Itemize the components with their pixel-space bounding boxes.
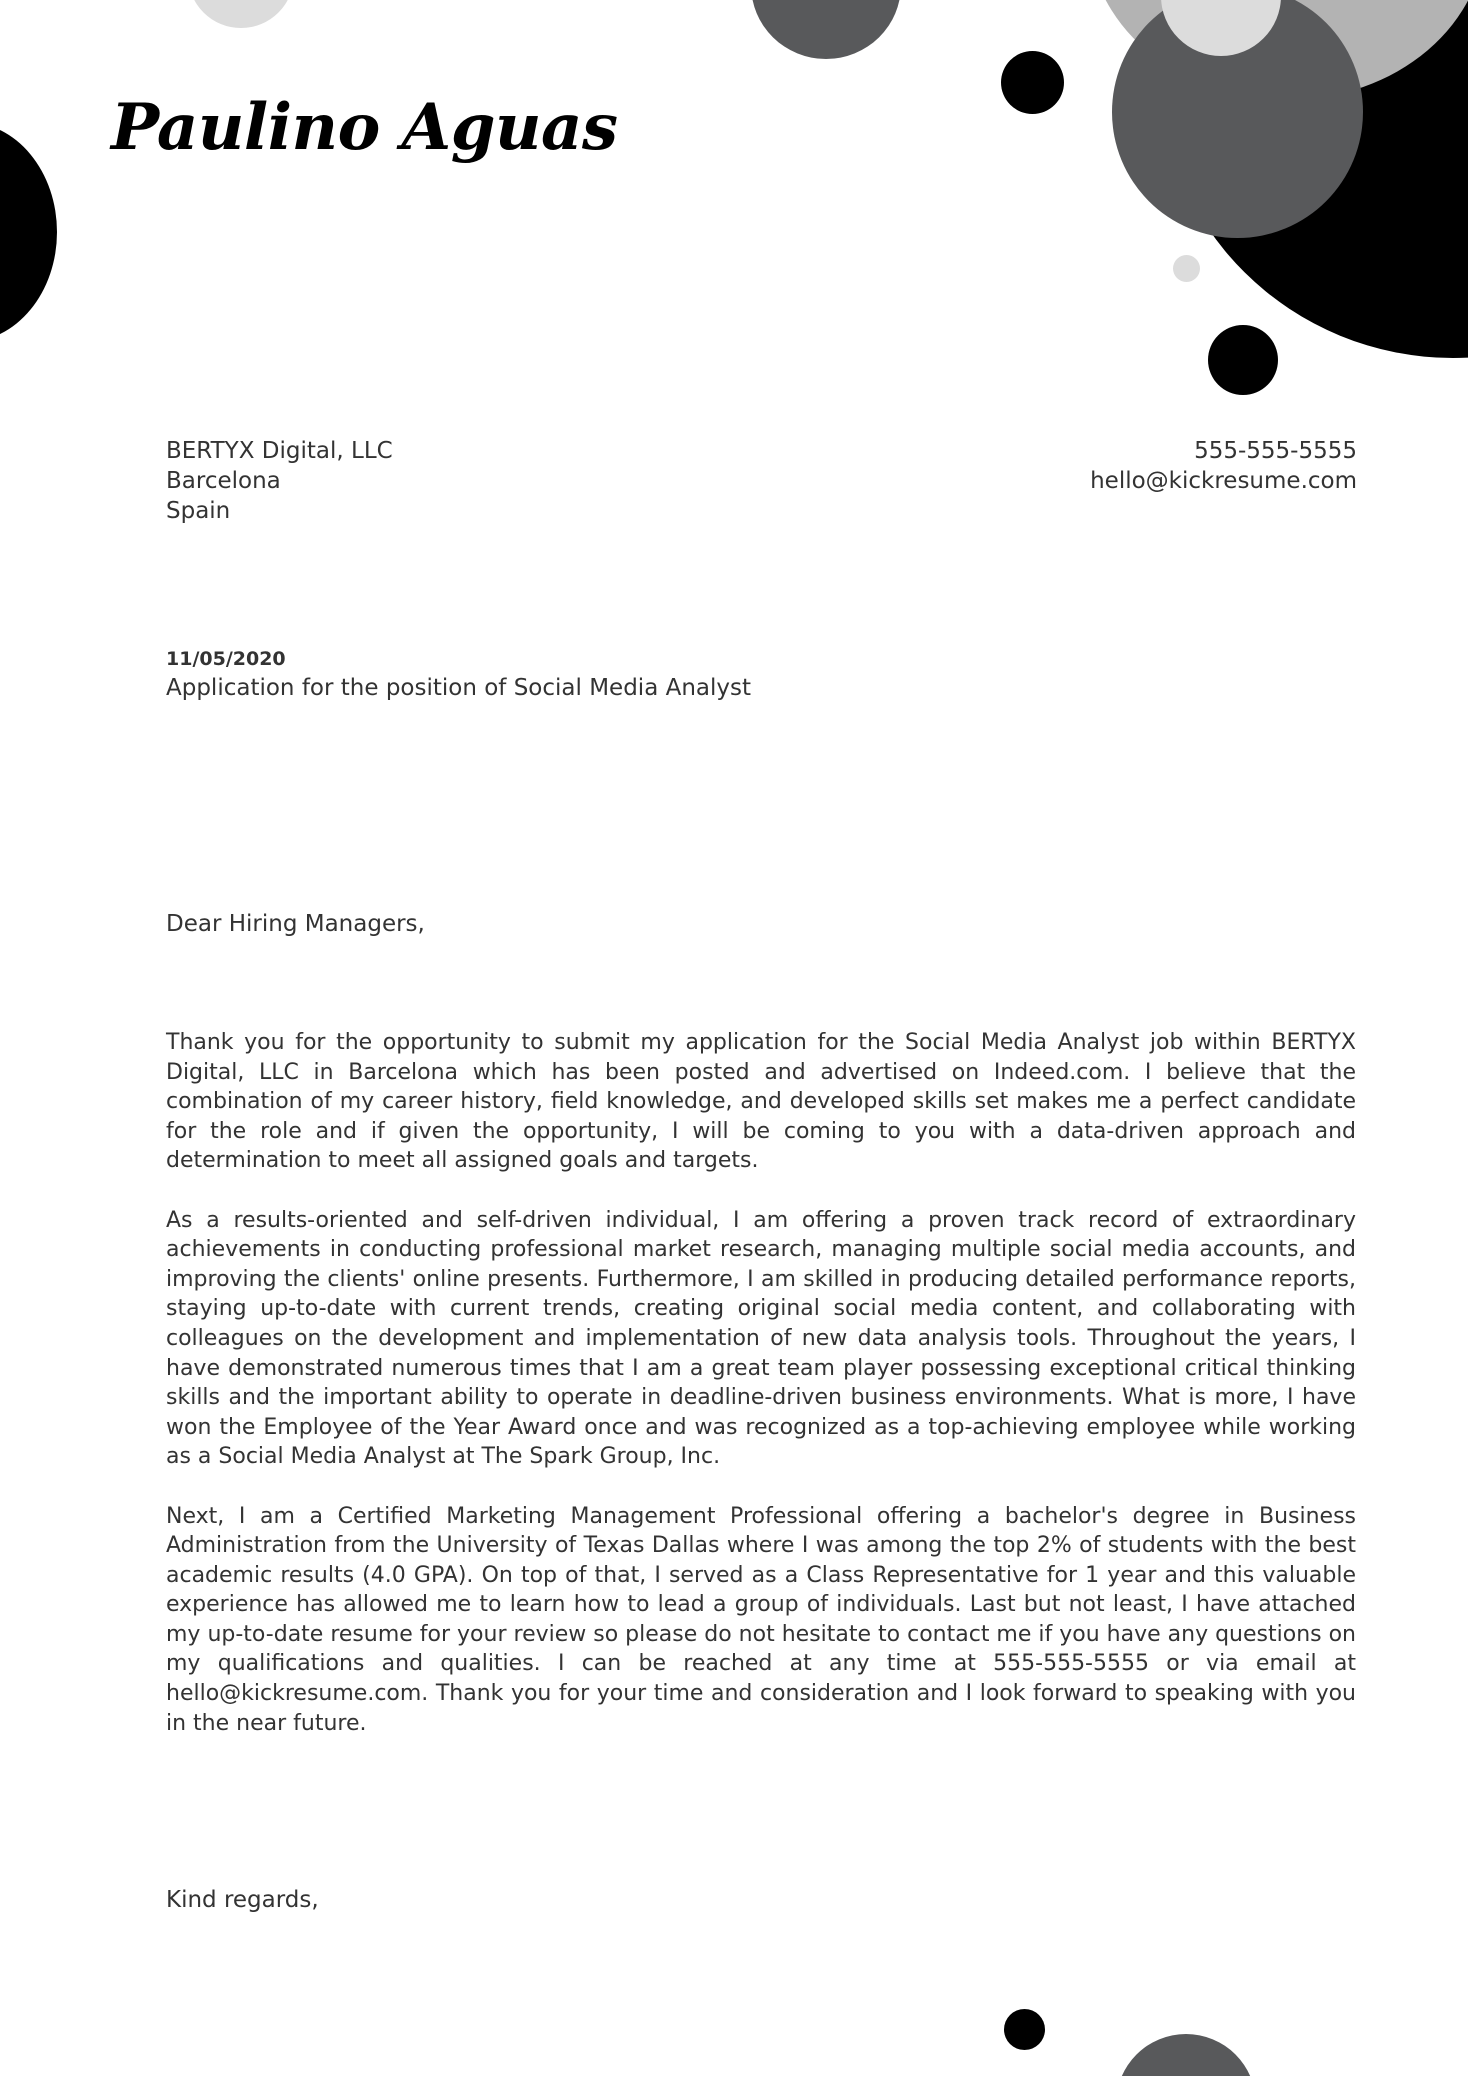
contact-info — [1090, 436, 1357, 496]
letter-salutation: Dear Hiring Managers, — [166, 911, 425, 937]
decor-circle-bottom-dark — [1116, 2034, 1256, 2076]
decor-circle-top-dark — [751, 0, 901, 59]
recipient-address — [166, 436, 393, 526]
decor-circle-small-black-top — [1001, 51, 1064, 114]
letter-date: 11/05/2020 — [166, 648, 286, 670]
recipient-city: Barcelona — [166, 468, 281, 494]
decor-circle-bottom-small-black — [1004, 2009, 1045, 2050]
contact-phone: 555-555-5555 — [1194, 438, 1357, 464]
recipient-country: Spain — [166, 498, 231, 524]
contact-email: hello@kickresume.com — [1090, 468, 1357, 494]
decor-circle-left-black — [0, 122, 57, 342]
letter-subject: Application for the position of Social Media Analyst — [166, 675, 752, 701]
applicant-name: Paulino Aguas — [111, 90, 618, 165]
letter-paragraph: Thank you for the opportunity to submit my application for the Social Media Analyst job within BERTYX Digital, LLC in Barcelona which has been posted and advertised on Indeed.com. I believe that the combination of my career history, field knowledge, and developed skills set makes me a perfect candidate for the role and if given the opportunity, I will be coming to you with a data-driven approach and determination to meet all assigned goals and targets. — [166, 1030, 1356, 1174]
decor-circle-top-left-light — [188, 0, 294, 28]
letter-paragraph: As a results-oriented and self-driven individual, I am offering a proven track record of extraordinary achievements in conducting professional market research, managing multiple social media accounts, and improving the clients' online presents. Furthermore, I am skilled in producing detailed performance reports, staying up-to-date with current trends, creating original social media content, and collaborating with colleagues on the development and implementation of new data analysis tools. Throughout the years, I have demonstrated numerous times that I am a great team player possessing exceptional critical thinking skills and the important ability to operate in deadline-driven business environments. What is more, I have won the Employee of the Year Award once and was recognized as a top-achieving employee while working as a Social Media Analyst at The Spark Group, Inc. — [166, 1207, 1356, 1470]
decor-circle-small-black-right — [1208, 325, 1278, 395]
letter-body — [166, 1028, 1356, 1768]
recipient-company: BERTYX Digital, LLC — [166, 438, 393, 464]
letter-closing: Kind regards, — [166, 1887, 319, 1913]
decor-circle-tiny-light — [1173, 255, 1200, 282]
letter-paragraph: Next, I am a Certified Marketing Management Professional offering a bachelor's degree in Business Administration from the University of Texas Dallas where I was among the top 2% of students with the best academic results (4.0 GPA). On top of that, I served as a Class Representative for 1 year and this valuable experience has allowed me to learn how to lead a group of individuals. Last but not least, I have attached my up-to-date resume for your review so please do not hesitate to contact me if you have any questions on my qualifications and qualities. I can be reached at any time at 555-555-5555 or via email at hello@kickresume.com. Thank you for your time and consideration and I look forward to speaking with you in the near future. — [166, 1503, 1356, 1736]
